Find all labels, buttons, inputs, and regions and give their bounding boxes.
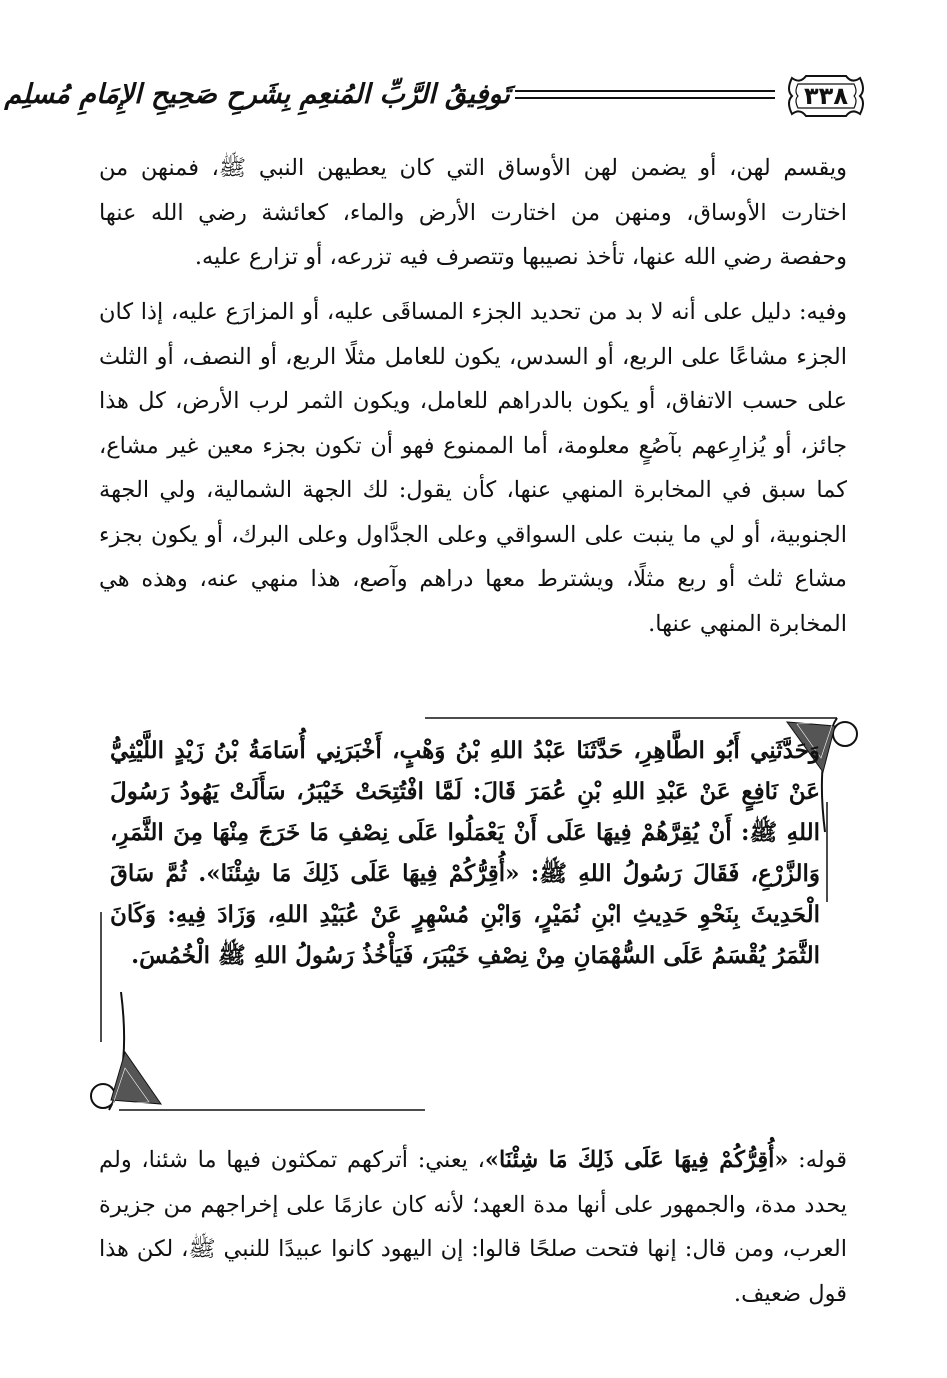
commentary-text: ، يعني: أتركهم تمكثون فيها ما شئنا، ولم يحدد مدة، والجمهور على أنها مدة العهد؛ لأنه كان عازمًا على إخراجهم من جزيرة العرب، ومن قال: إنها فتحت صلحًا قالوا: إن اليهود كانوا عبيدًا للنبي ﷺ، لكن هذا قول ضعيف. (99, 1147, 847, 1307)
page-number-frame (782, 70, 870, 122)
page-number: ٣٣٨ (804, 82, 848, 110)
page-header (4, 60, 870, 130)
hadith-text: وَحَدَّثَنِي أَبُو الطَّاهِرِ، حَدَّثَنَا عَبْدُ اللهِ بْنُ وَهْبٍ، أَخْبَرَنِي أُسَامَةُ بْنُ زَيْدٍ اللَّيْثِيُّ عَنْ نَافِعٍ عَنْ عَبْدِ اللهِ بْنِ عُمَرَ قَالَ: لَمَّا افْتُتِحَتْ خَيْبَرُ، سَأَلَتْ يَهُودُ رَسُولَ اللهِ ﷺ: أَنْ يُقِرَّهُمْ فِيهَا عَلَى أَنْ يَعْمَلُوا عَلَى نِصْفِ مَا خَرَجَ مِنْهَا مِنَ الثَّمَرِ، وَالزَّرْعِ، فَقَالَ رَسُولُ اللهِ ﷺ: «أُقِرُّكُمْ فِيهَا عَلَى ذَلِكَ مَا شِئْنَا». ثُمَّ سَاقَ الْحَدِيثَ بِنَحْوِ حَدِيثِ ابْنِ نُمَيْرٍ، وَابْنِ مُسْهِرٍ عَنْ عُبَيْدِ اللهِ، وَزَادَ فِيهِ: وَكَانَ الثَّمَرُ يُقْسَمُ عَلَى السُّهْمَانِ مِنْ نِصْفِ خَيْبَرَ، فَيَأْخُذُ رَسُولُ اللهِ ﷺ الْخُمُسَ. (110, 737, 820, 969)
book-title: تَوفِيقُ الرَّبِّ المُنعِمِ بِشَرحِ صَحِيحِ الإِمَامِ مُسلِم (4, 79, 510, 110)
commentary-lead: قوله: (788, 1147, 847, 1173)
hadith-box (85, 712, 862, 1115)
header-divider (515, 90, 775, 99)
paragraph-2: وفيه: دليل على أنه لا بد من تحديد الجزء المساقَى عليه، أو المزارَع عليه، إذا كان الجزء مشاعًا على الربع، أو السدس، يكون للعامل مثلًا الربع، أو النصف، أو الثلث على حسب الاتفاق، أو يكون بالدراهم للعامل، ويكون الثمر لرب الأرض، كل هذا جائز، أو يُزارِعهم بآصُعٍ معلومة، أما الممنوع فهو أن تكون بجزء معين غير مشاع، كما سبق في المخابرة المنهي عنها، كأن يقول: لك الجهة الشمالية، ولي الجهة الجنوبية، أو لي ما ينبت على السواقي وعلى الجدَّاول وعلى البرك، أو يكون بجزء مشاع ثلث أو ربع مثلًا، ويشترط معها دراهم وآصع، هذا منهي عنه، وهذه هي المخابرة المنهي عنها. (99, 299, 847, 637)
paragraph-3 (99, 1138, 847, 1316)
quoted-hadith-phrase: «أُقِرُّكُمْ فِيهَا عَلَى ذَلِكَ مَا شِئْنَا» (484, 1147, 789, 1173)
paragraph-1: ويقسم لهن، أو يضمن لهن الأوساق التي كان يعطيهن النبي ﷺ، فمنهن من اختارت الأوساق، ومنهن من اختارت الأرض والماء، كعائشة رضي الله عنها وحفصة رضي الله عنها، تأخذ نصيبها وتتصرف فيه تزرعه، أو تزارع عليه. (99, 155, 847, 270)
